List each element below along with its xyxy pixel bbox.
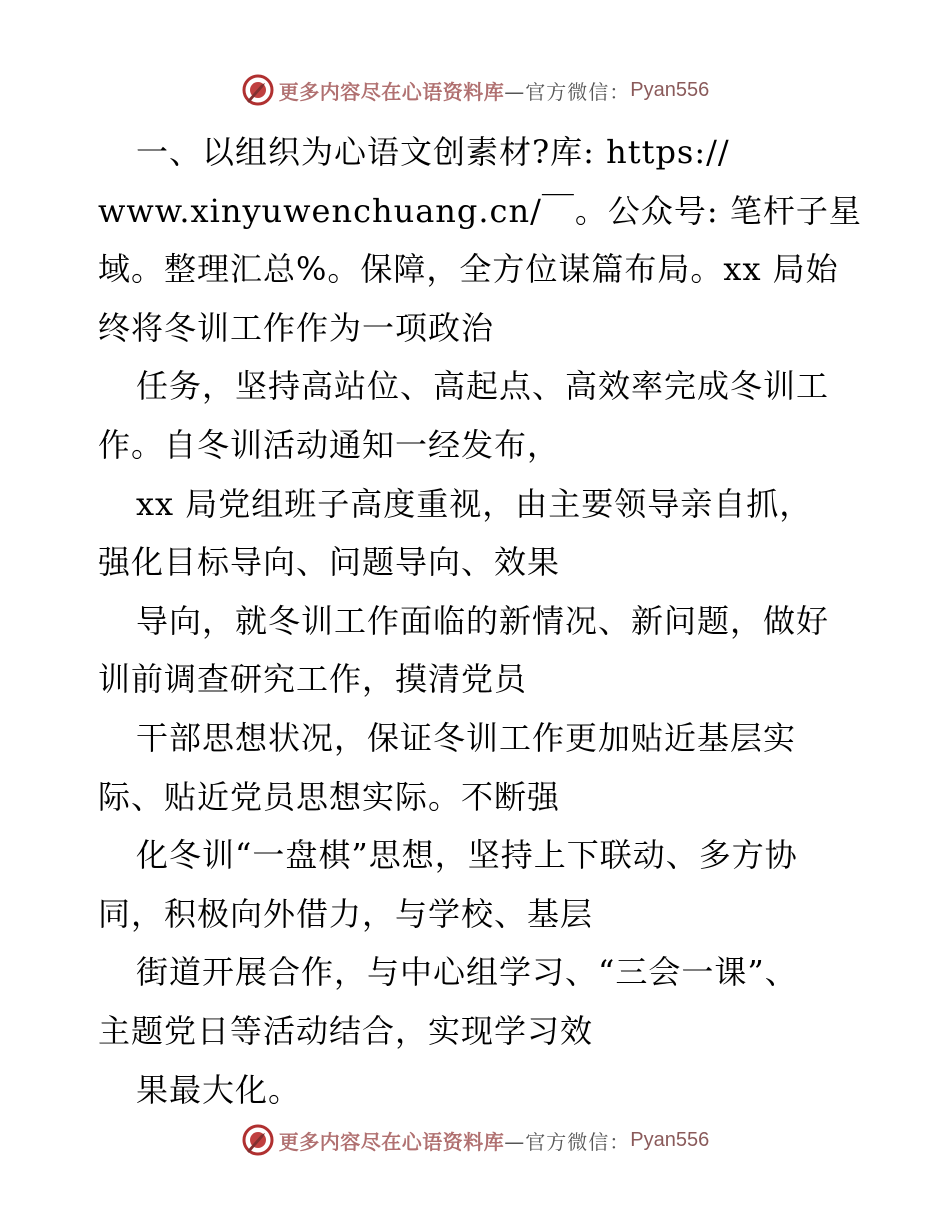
footer-account: Pyan556: [630, 1128, 710, 1151]
header-account: Pyan556: [630, 78, 710, 101]
text-line: 街道开展合作，与中心组学习、“三会一课”、: [136, 953, 798, 992]
footer-sub-text: —官方微信：: [504, 1129, 631, 1154]
text-line: 果最大化。: [136, 1070, 302, 1109]
document-body: [98, 123, 862, 1119]
footer-main-text: 更多内容尽在心语资料库: [278, 1129, 505, 1154]
text-line: 域。整理汇总%。保障，全方位谋篇布局。xx 局始: [98, 250, 839, 289]
text-line: 干部思想状况，保证冬训工作更加贴近基层实: [136, 718, 797, 757]
header-banner: [0, 70, 950, 110]
text-line: 同，积极向外借力，与学校、基层: [98, 894, 594, 933]
text-line: 训前调查研究工作，摸清党员: [98, 660, 528, 699]
footer-banner: [0, 1120, 950, 1160]
text-line: 际、贴近党员思想实际。不断强: [98, 777, 561, 816]
header-sub-text: —官方微信：: [504, 79, 631, 104]
text-line: xx 局党组班子高度重视，由主要领导亲自抓，: [136, 484, 813, 523]
logo-icon: [241, 73, 275, 107]
text-line: 作。自冬训活动通知一经发布，: [98, 425, 561, 464]
text-line: www.xinyuwenchuang.cn/￣。公众号: 笔杆子星: [98, 191, 862, 230]
text-line: 一、以组织为心语文创素材?库: https://: [136, 133, 730, 171]
text-line: 终将冬训工作作为一项政治: [98, 308, 495, 347]
text-line: 主题党日等活动结合，实现学习效: [98, 1011, 594, 1050]
text-line: 强化目标导向、问题导向、效果: [98, 543, 561, 582]
header-main-text: 更多内容尽在心语资料库: [278, 79, 505, 104]
text-line: 化冬训“一盘棋”思想，坚持上下联动、多方协: [136, 836, 798, 875]
logo-icon: [241, 1123, 275, 1157]
text-line: 任务，坚持高站位、高起点、高效率完成冬训工: [136, 367, 830, 406]
text-line: 导向，就冬训工作面临的新情况、新问题，做好: [136, 601, 830, 640]
